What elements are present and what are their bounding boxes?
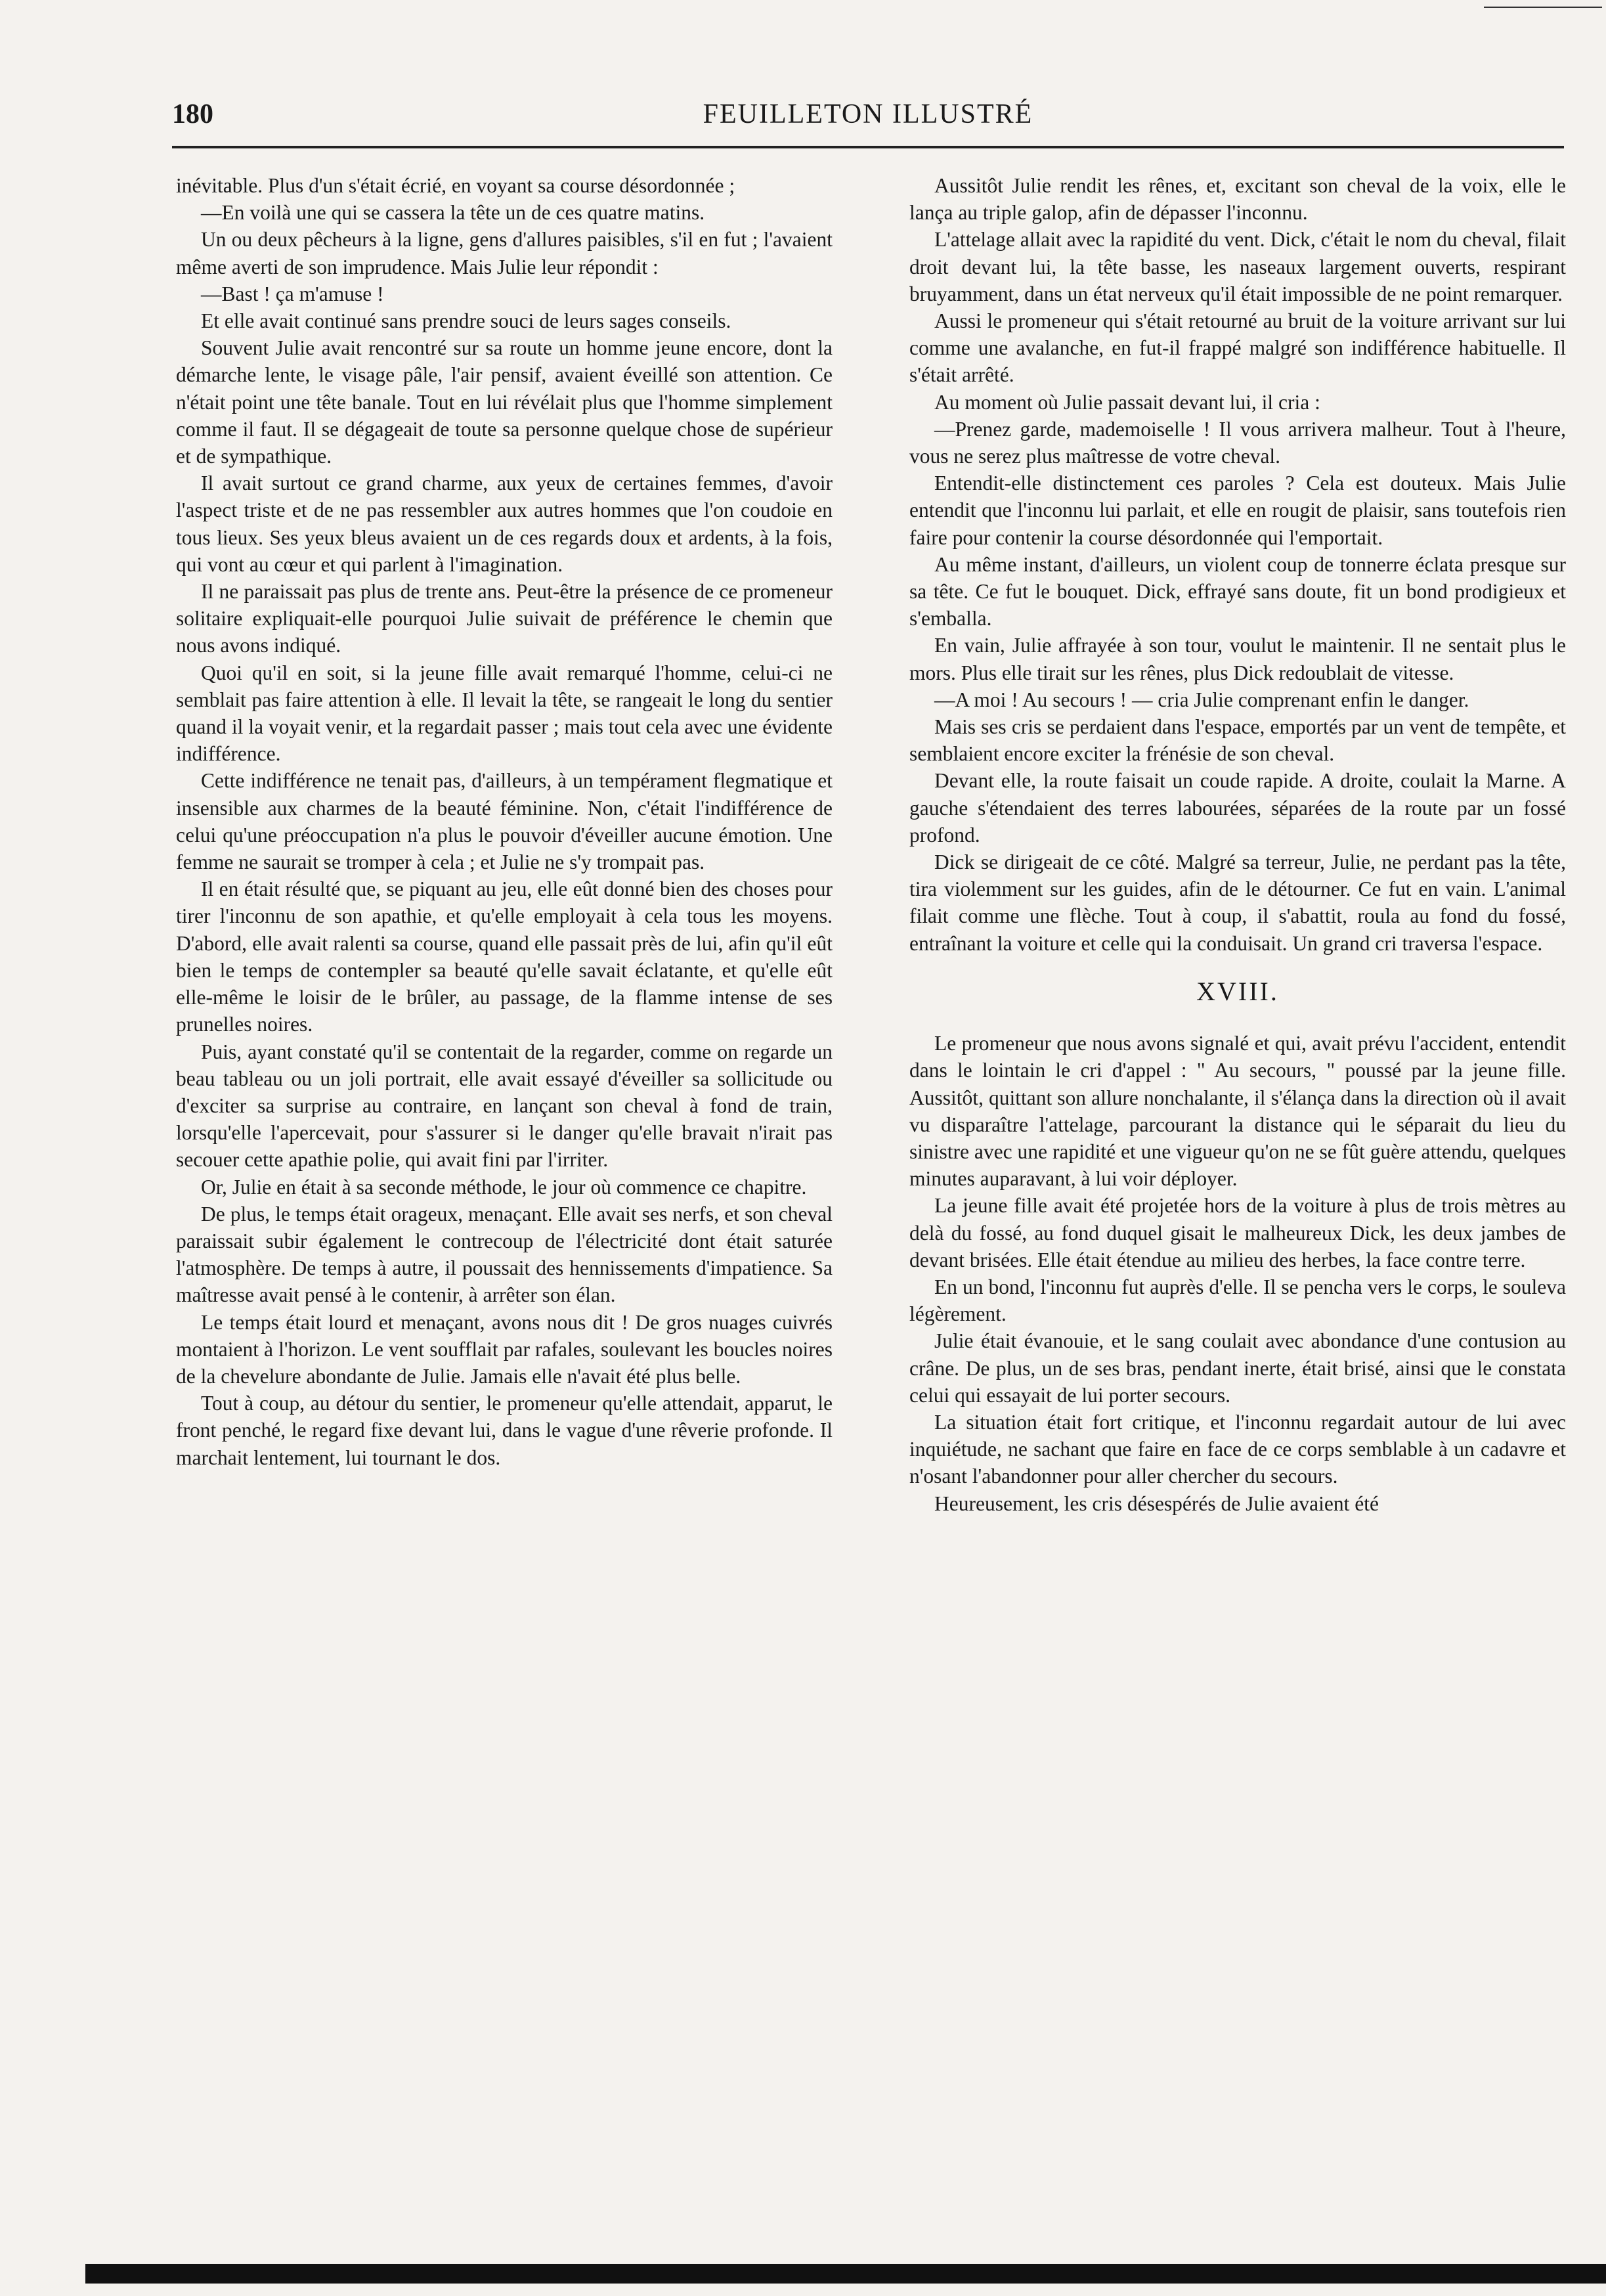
paragraph: Il en était résulté que, se piquant au jeu, elle eût donné bien des choses pour tirer l'inconnu de son apathie, et qu'elle employait à cela tous les moyens. D'abord, elle avait ralenti sa course, quand elle passait près de lui, afin qu'il eût bien le temps de contempler sa beauté qu'elle savait éclatante, et qu'elle eût elle-même le loisir de le brûler, au passage, de la flamme intense de ses prunelles noires. (176, 877, 833, 1036)
right-column (909, 172, 1566, 1517)
paragraph: Au moment où Julie passait devant lui, il cria : (934, 390, 1320, 414)
paragraph: Dick se dirigeait de ce côté. Malgré sa terreur, Julie, ne perdant pas la tête, tira violemment sur les guides, afin de le détourner. Ce fut en vain. L'animal filait comme une flèche. Tout à coup, il s'abattit, roula au fond du fossé, entraînant la voiture et celle qui la conduisait. Un grand cri traversa l'espace. (909, 850, 1566, 955)
paragraph: —A moi ! Au secours ! — cria Julie comprenant enfin le danger. (934, 688, 1469, 711)
paragraph: En vain, Julie affrayée à son tour, voulut le maintenir. Il ne sentait plus le mors. Plus elle tirait sur les rênes, plus Dick redoublait de vitesse. (909, 634, 1566, 684)
paragraph: inévitable. Plus d'un s'était écrié, en voyant sa course désordonnée ; (176, 174, 735, 197)
paragraph: Or, Julie en était à sa seconde méthode, le jour où commence ce chapitre. (201, 1175, 807, 1199)
paragraph: Cette indifférence ne tenait pas, d'ailleurs, à un tempérament flegmatique et insensible aux charmes de la beauté féminine. Non, c'était l'indifférence de celui qu'une préoccupation n'a plus le pouvoir d'éveiller aucune émotion. Une femme ne saurait se tromper à cela ; et Julie ne s'y trompait pas. (176, 769, 833, 874)
paragraph: Puis, ayant constaté qu'il se contentait de la regarder, comme on regarde un beau tableau ou un joli portrait, elle avait essayé d'éveiller sa sollicitude ou d'exciter sa surprise au contraire, en lançant son cheval à fond de train, lorsqu'elle l'apercevait, pour s'assurer si le danger qu'elle bravait n'irait pas secouer cette apathie polie, qui avait fini par l'irriter. (176, 1040, 833, 1172)
paragraph: —Prenez garde, mademoiselle ! Il vous arrivera malheur. Tout à l'heure, vous ne serez plus maîtresse de votre cheval. (909, 417, 1566, 468)
paragraph: De plus, le temps était orageux, menaçant. Elle avait ses nerfs, et son cheval paraissait subir également le contrecoup de l'électricité dont était saturée l'atmosphère. De temps à autre, il poussait des hennissements d'impatience. Sa maîtresse avait pensé à le contenir, à arrêter son élan. (176, 1202, 833, 1307)
paragraph: Mais ses cris se perdaient dans l'espace, emportés par un vent de tempête, et semblaient encore exciter la frénésie de son cheval. (909, 715, 1566, 766)
paragraph: Aussi le promeneur qui s'était retourné au bruit de la voiture arrivant sur lui comme une avalanche, en fut-il frappé malgré son indifférence habituelle. Il s'était arrêté. (909, 309, 1566, 387)
paragraph: Au même instant, d'ailleurs, un violent coup de tonnerre éclata presque sur sa tête. Ce fut le bouquet. Dick, effrayé sans doute, fit un bond prodigieux et s'emballa. (909, 552, 1566, 630)
paragraph: Souvent Julie avait rencontré sur sa route un homme jeune encore, dont la démarche lente, le visage pâle, l'air pensif, avaient éveillé son attention. Ce n'était point une tête banale. Tout en lui révélait plus que l'homme simplement comme il faut. Il se dégageait de toute sa personne quelque chose de supérieur et de sympathique. (176, 336, 833, 468)
paragraph: Le temps était lourd et menaçant, avons nous dit ! De gros nuages cuivrés montaient à l'horizon. Le vent soufflait par rafales, soulevant les boucles noires de la chevelure abondante de Julie. Jamais elle n'avait été plus belle. (176, 1310, 833, 1388)
paragraph: Un ou deux pêcheurs à la ligne, gens d'allures paisibles, s'il en fut ; l'avaient même averti de son imprudence. Mais Julie leur répondit : (176, 228, 833, 278)
paragraph: Heureusement, les cris désespérés de Julie avaient été (934, 1491, 1379, 1515)
paragraph: Il ne paraissait pas plus de trente ans. Peut-être la présence de ce promeneur solitaire expliquait-elle pourquoi Julie suivait de préférence le chemin que nous avons indiqué. (176, 580, 833, 657)
header-rule (172, 146, 1564, 148)
paragraph: Quoi qu'il en soit, si la jeune fille avait remarqué l'homme, celui-ci ne semblait pas faire attention à elle. Il levait la tête, se rangeait le long du sentier quand il la voyait venir, et la regardait passer ; mais tout cela avec une évidente indifférence. (176, 661, 833, 766)
left-column (176, 172, 833, 1471)
paragraph: Et elle avait continué sans prendre souci de leurs sages conseils. (201, 309, 731, 333)
top-rule (1484, 7, 1602, 8)
paragraph: L'attelage allait avec la rapidité du vent. Dick, c'était le nom du cheval, filait droit devant lui, la tête basse, les naseaux largement ouverts, respirant bruyamment, dans un état nerveux qu'il était impossible de ne point remarquer. (909, 228, 1566, 305)
page-header (172, 99, 1564, 138)
chapter-heading: XVIII. (1196, 976, 1279, 1006)
bottom-rule (85, 2264, 1606, 2284)
paragraph: Il avait surtout ce grand charme, aux yeux de certaines femmes, d'avoir l'aspect triste et de ne pas ressembler aux autres hommes que l'on coudoie en tous lieux. Ses yeux bleus avaient un de ces regards doux et ardents, à la fois, qui vont au cœur et qui parlent à l'imagination. (176, 472, 833, 576)
paragraph: Entendit-elle distinctement ces paroles ? Cela est douteux. Mais Julie entendit que l'inconnu lui parlait, et elle en rougit de plaisir, sans toutefois rien faire pour contenir la course désordonnée qui l'emportait. (909, 472, 1566, 549)
paragraph: Tout à coup, au détour du sentier, le promeneur qu'elle attendait, apparut, le front penché, le regard fixe devant lui, dans le vague d'une rêverie profonde. Il marchait lentement, lui tournant le dos. (176, 1392, 833, 1469)
paragraph: —En voilà une qui se cassera la tête un de ces quatre matins. (201, 201, 705, 225)
page-number: 180 (172, 99, 213, 129)
paragraph: Devant elle, la route faisait un coude rapide. A droite, coulait la Marne. A gauche s'étendaient des terres labourées, séparées de la route par un fossé profond. (909, 769, 1566, 847)
paragraph: Aussitôt Julie rendit les rênes, et, excitant son cheval de la voix, elle le lança au triple galop, afin de dépasser l'inconnu. (909, 174, 1566, 225)
paragraph: La situation était fort critique, et l'inconnu regardait autour de lui avec inquiétude, ne sachant que faire en face de ce corps semblable à un cadavre et n'osant l'abandonner pour aller chercher du secours. (909, 1410, 1566, 1488)
paragraph: Le promeneur que nous avons signalé et qui, avait prévu l'accident, entendit dans le lointain le cri d'appel : " Au secours, " poussé par la jeune fille. Aussitôt, quittant son allure nonchalante, il s'élança dans la direction où il avait vu disparaître l'attelage, parcourant la distance qui le séparait du lieu du sinistre avec une rapidité et une vigueur qu'on ne se fût guère attendu, quelques minutes auparavant, à lui voir déployer. (909, 1032, 1566, 1191)
paragraph: —Bast ! ça m'amuse ! (201, 282, 384, 305)
paragraph: Julie était évanouie, et le sang coulait avec abondance d'une contusion au crâne. De plus, un de ses bras, pendant inerte, était brisé, ainsi que le constata celui qui essayait de lui porter secours. (909, 1329, 1566, 1407)
paragraph: En un bond, l'inconnu fut auprès d'elle. Il se pencha vers le corps, le souleva légèrement. (909, 1275, 1566, 1326)
paragraph: La jeune fille avait été projetée hors de la voiture à plus de trois mètres au delà du fossé, au fond duquel gisait le malheureux Dick, les deux jambes de devant brisées. Elle était étendue au milieu des herbes, la face contre terre. (909, 1194, 1566, 1271)
running-title: FEUILLETON ILLUSTRÉ (703, 99, 1033, 129)
